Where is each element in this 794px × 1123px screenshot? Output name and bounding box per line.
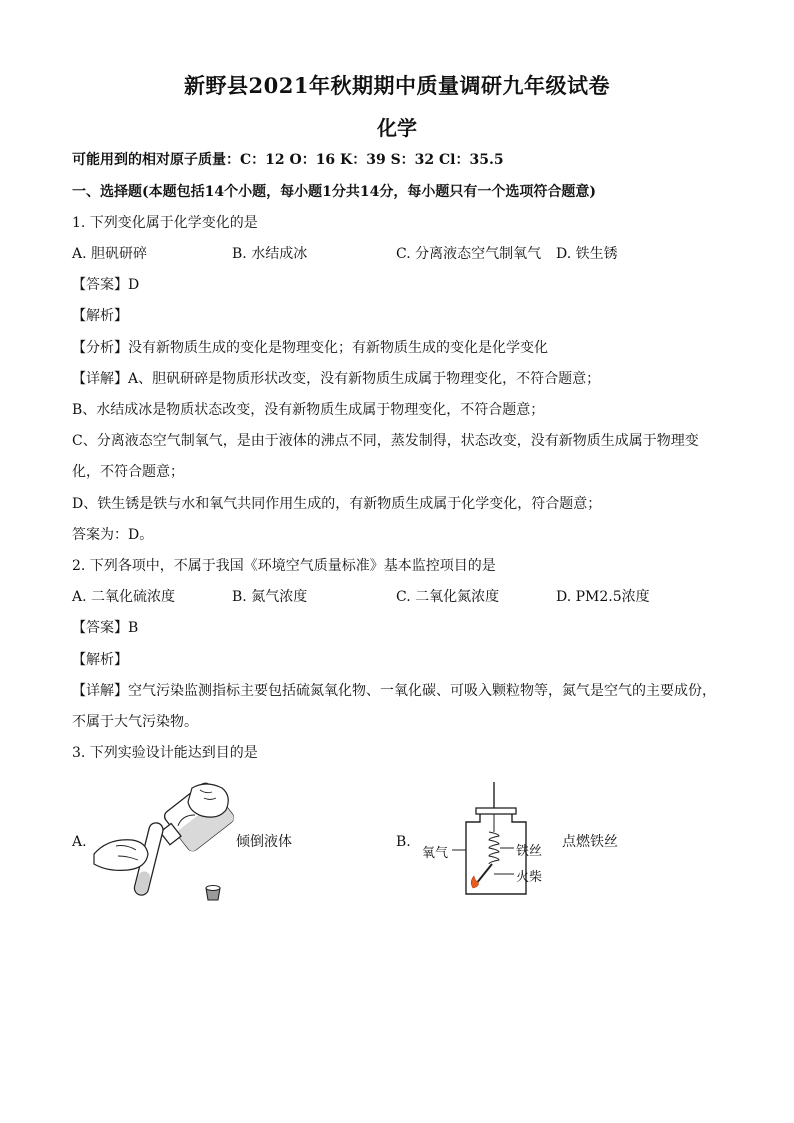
q1-fenxi-line — [72, 338, 548, 358]
iron-wire-label: 铁丝 — [516, 844, 543, 859]
subject-title: 化学 — [377, 116, 417, 140]
q2-detail1: 空气污染监测指标主要包括硫氮氧化物、一氧化碳、可吸入颗粒物等，氮气是空气的主要成份， — [128, 683, 716, 699]
exam-title: 新野县2021年秋期期中质量调研九年级试卷 — [184, 73, 610, 98]
q1-option-c: C. 分离液态空气制氧气 — [396, 246, 542, 262]
q1-conclusion: 答案为：D。 — [72, 527, 154, 543]
oxygen-label: 氧气 — [422, 846, 449, 861]
detail-tag: 【详解】 — [72, 683, 128, 699]
q2-stem: 2. 下列各项中，不属于我国《环境空气质量标准》基本监控项目的是 — [72, 558, 496, 574]
q2-detail-line — [72, 681, 716, 701]
atomic-masses: 可能用到的相对原子质量：C：12 O：16 K：39 S：32 Cl：35.5 — [72, 152, 504, 168]
q1-detail-d: D、铁生锈是铁与水和氧气共同作用生成的，有新物质生成属于化学变化，符合题意； — [72, 496, 602, 512]
q1-answer: D — [128, 277, 140, 293]
q3-stem: 3. 下列实验设计能达到目的是 — [72, 745, 258, 761]
q2-option-b: B. 氮气浓度 — [232, 589, 308, 605]
fenxi-tag: 【分析】 — [72, 340, 128, 356]
q1-detail-a: A、胆矾研碎是物质形状改变，没有新物质生成属于物理变化，不符合题意； — [128, 371, 601, 387]
q3-option-a-caption: 倾倒液体 — [236, 834, 292, 850]
q1-detail-b: B、水结成冰是物质状态改变，没有新物质生成属于物理变化，不符合题意； — [72, 402, 545, 418]
q2-option-c: C. 二氧化氮浓度 — [396, 589, 500, 605]
q1-option-b: B. 水结成冰 — [232, 246, 308, 262]
q1-option-a: A. 胆矾研碎 — [72, 246, 148, 262]
q1-detail-c2: 化，不符合题意； — [72, 464, 184, 480]
q1-detail-c1: C、分离液态空气制氧气，是由于液体的沸点不同，蒸发制得，状态改变，没有新物质生成属于物理变 — [72, 433, 699, 449]
burning-iron-wire-figure — [418, 782, 558, 898]
pouring-liquid-figure — [92, 776, 242, 904]
q1-detail-a-line — [72, 369, 600, 389]
q1-analysis-tag: 【解析】 — [72, 308, 128, 324]
answer-tag: 【答案】 — [72, 620, 128, 636]
q3-option-b-letter: B. — [396, 834, 411, 850]
answer-tag: 【答案】 — [72, 277, 128, 293]
detail-tag: 【详解】 — [72, 371, 128, 387]
q1-fenxi: 没有新物质生成的变化是物理变化；有新物质生成的变化是化学变化 — [128, 340, 548, 356]
q2-analysis-tag: 【解析】 — [72, 652, 128, 668]
q2-answer-line — [72, 618, 138, 638]
q1-stem: 1. 下列变化属于化学变化的是 — [72, 215, 258, 231]
q1-option-d: D. 铁生锈 — [556, 246, 618, 262]
section1-title: 一、选择题(本题包括14个小题，每小题1分共14分，每小题只有一个选项符合题意) — [72, 184, 596, 200]
q2-answer: B — [128, 620, 139, 636]
q3-option-b-caption: 点燃铁丝 — [562, 834, 618, 850]
q2-option-d: D. PM2.5浓度 — [556, 589, 650, 605]
match-label: 火柴 — [516, 870, 543, 885]
q1-answer-line — [72, 275, 139, 295]
q3-option-a-letter: A. — [72, 834, 87, 850]
q2-detail2: 不属于大气污染物。 — [72, 714, 198, 730]
q2-option-a: A. 二氧化硫浓度 — [72, 589, 176, 605]
